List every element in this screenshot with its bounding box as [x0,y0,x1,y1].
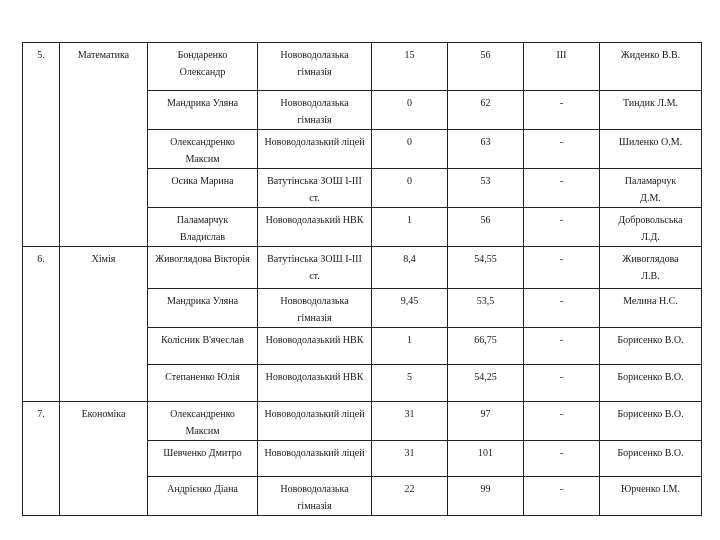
student-name-cell [148,477,258,516]
place-cell [524,477,600,516]
school-text: Нововодолазький НВК [265,335,364,346]
teacher-cell [600,169,702,208]
row-number-cell [23,43,60,247]
place-text: - [559,176,564,187]
teacher-text: Паламарчук Д.М. [624,176,677,204]
student-name-text: Паламарчук Владислав [176,215,229,243]
teacher-cell [600,91,702,130]
student-name-text: Шевченко Дмитро [163,448,242,459]
place-cell [524,169,600,208]
school-text: Нововодолазька гімназія [280,484,349,512]
score-2-cell [448,247,524,289]
teacher-cell [600,365,702,402]
score-1-text: 1 [407,335,412,346]
place-cell [524,441,600,477]
row-number-cell [23,247,60,402]
student-name-cell [148,328,258,365]
subject-cell [60,43,148,247]
score-1-text: 5 [407,372,412,383]
teacher-cell [600,289,702,328]
student-name-text: Олександренко Максим [170,137,235,165]
teacher-text: Борисенко В.О. [617,335,684,346]
school-cell [258,130,372,169]
place-cell [524,130,600,169]
score-2-text: 99 [480,484,491,495]
student-name-text: Осика Марина [171,176,234,187]
place-text: - [559,335,564,346]
score-1-text: 22 [404,484,415,495]
score-2-cell [448,328,524,365]
score-1-cell [372,130,448,169]
school-text: Нововодолазький ліцей [264,448,365,459]
score-1-cell [372,402,448,441]
school-text: Ватутінська ЗОШ І-ІІІ ст. [267,254,362,282]
table-row [23,402,702,441]
row-number: 6. [37,254,45,265]
place-cell [524,365,600,402]
score-2-text: 53,5 [476,296,495,307]
teacher-text: Шиленко О.М. [618,137,683,148]
score-1-cell [372,91,448,130]
student-name-cell [148,130,258,169]
place-text: - [559,254,564,265]
teacher-text: Тиндик Л.М. [622,98,679,109]
score-2-text: 66,75 [474,335,497,346]
score-1-cell [372,208,448,247]
score-1-cell [372,477,448,516]
place-cell [524,289,600,328]
place-text: - [559,409,564,420]
subject-name: Економіка [81,409,126,420]
score-2-cell [448,402,524,441]
score-1-cell [372,441,448,477]
school-text: Ватутінська ЗОШ І-ІІІ ст. [267,176,362,204]
student-name-cell [148,402,258,441]
row-number-cell [23,402,60,516]
place-text: ІІІ [556,50,567,61]
subject-name: Математика [77,50,130,61]
score-1-text: 0 [407,98,412,109]
teacher-cell [600,247,702,289]
school-text: Нововодолазький НВК [265,215,364,226]
student-name-cell [148,441,258,477]
school-cell [258,441,372,477]
teacher-text: Живоглядова Л.В. [622,254,679,282]
place-cell [524,328,600,365]
table-row [23,247,702,289]
score-2-cell [448,91,524,130]
score-2-text: 54,25 [474,372,497,383]
score-1-cell [372,328,448,365]
student-name-cell [148,289,258,328]
student-name-cell [148,208,258,247]
place-text: - [559,484,564,495]
place-text: - [559,372,564,383]
score-1-cell [372,289,448,328]
school-cell [258,289,372,328]
score-2-text: 62 [480,98,491,109]
place-text: - [559,448,564,459]
student-name-text: Бондаренко Олександр [177,50,228,78]
score-2-cell [448,365,524,402]
results-table [22,42,702,516]
teacher-text: Добровольська Л.Д. [618,215,683,243]
score-2-cell [448,477,524,516]
school-text: Нововодолазький НВК [265,372,364,383]
score-1-text: 31 [404,448,415,459]
teacher-cell [600,208,702,247]
score-2-cell [448,43,524,91]
school-text: Нововодолазький ліцей [264,409,365,420]
student-name-text: Живоглядова Вікторія [155,254,250,265]
place-cell [524,208,600,247]
score-1-text: 9,45 [400,296,419,307]
student-name-text: Мандрика Уляна [166,98,239,109]
student-name-text: Степаненко Юлія [165,372,240,383]
score-2-text: 63 [480,137,491,148]
score-1-text: 1 [407,215,412,226]
score-1-cell [372,365,448,402]
place-cell [524,91,600,130]
table-body [23,43,702,516]
student-name-cell [148,365,258,402]
teacher-text: Борисенко В.О. [617,372,684,383]
place-text: - [559,296,564,307]
score-2-text: 97 [480,409,491,420]
school-text: Нововодолазька гімназія [280,50,349,78]
teacher-text: Жиденко В.В. [620,50,681,61]
place-cell [524,247,600,289]
score-1-text: 0 [407,176,412,187]
school-cell [258,208,372,247]
school-cell [258,477,372,516]
student-name-cell [148,91,258,130]
student-name-cell [148,43,258,91]
score-1-text: 31 [404,409,415,420]
subject-cell [60,247,148,402]
place-text: - [559,98,564,109]
score-2-cell [448,208,524,247]
student-name-cell [148,169,258,208]
school-cell [258,43,372,91]
school-cell [258,247,372,289]
school-text: Нововодолазький ліцей [264,137,365,148]
subject-name: Хімія [91,254,116,265]
teacher-cell [600,402,702,441]
place-cell [524,402,600,441]
teacher-cell [600,43,702,91]
school-text: Нововодолазька гімназія [280,98,349,126]
teacher-text: Юрченко І.М. [621,484,680,495]
teacher-text: Борисенко В.О. [617,409,684,420]
table-row [23,43,702,91]
place-text: - [559,137,564,148]
score-2-cell [448,441,524,477]
school-cell [258,91,372,130]
teacher-text: Мелина Н.С. [623,296,678,307]
student-name-text: Андрієнко Діана [167,484,238,495]
place-text: - [559,215,564,226]
school-cell [258,169,372,208]
school-cell [258,328,372,365]
score-1-cell [372,169,448,208]
school-cell [258,402,372,441]
score-1-cell [372,247,448,289]
teacher-cell [600,477,702,516]
teacher-cell [600,441,702,477]
score-2-cell [448,289,524,328]
score-2-cell [448,130,524,169]
score-2-text: 101 [478,448,493,459]
student-name-text: Мандрика Уляна [166,296,239,307]
place-cell [524,43,600,91]
row-number: 7. [37,409,45,420]
school-cell [258,365,372,402]
score-2-text: 56 [480,50,491,61]
score-1-cell [372,43,448,91]
score-2-cell [448,169,524,208]
score-2-text: 54,55 [474,254,497,265]
score-2-text: 53 [480,176,491,187]
subject-cell [60,402,148,516]
score-1-text: 15 [404,50,415,61]
score-1-text: 8,4 [403,254,416,265]
student-name-text: Олександренко Максим [170,409,235,437]
row-number: 5. [37,50,45,61]
teacher-cell [600,130,702,169]
score-2-text: 56 [480,215,491,226]
score-1-text: 0 [407,137,412,148]
student-name-cell [148,247,258,289]
teacher-text: Борисенко В.О. [617,448,684,459]
teacher-cell [600,328,702,365]
student-name-text: Колісник В'ячеслав [161,335,244,346]
school-text: Нововодолазька гімназія [280,296,349,324]
